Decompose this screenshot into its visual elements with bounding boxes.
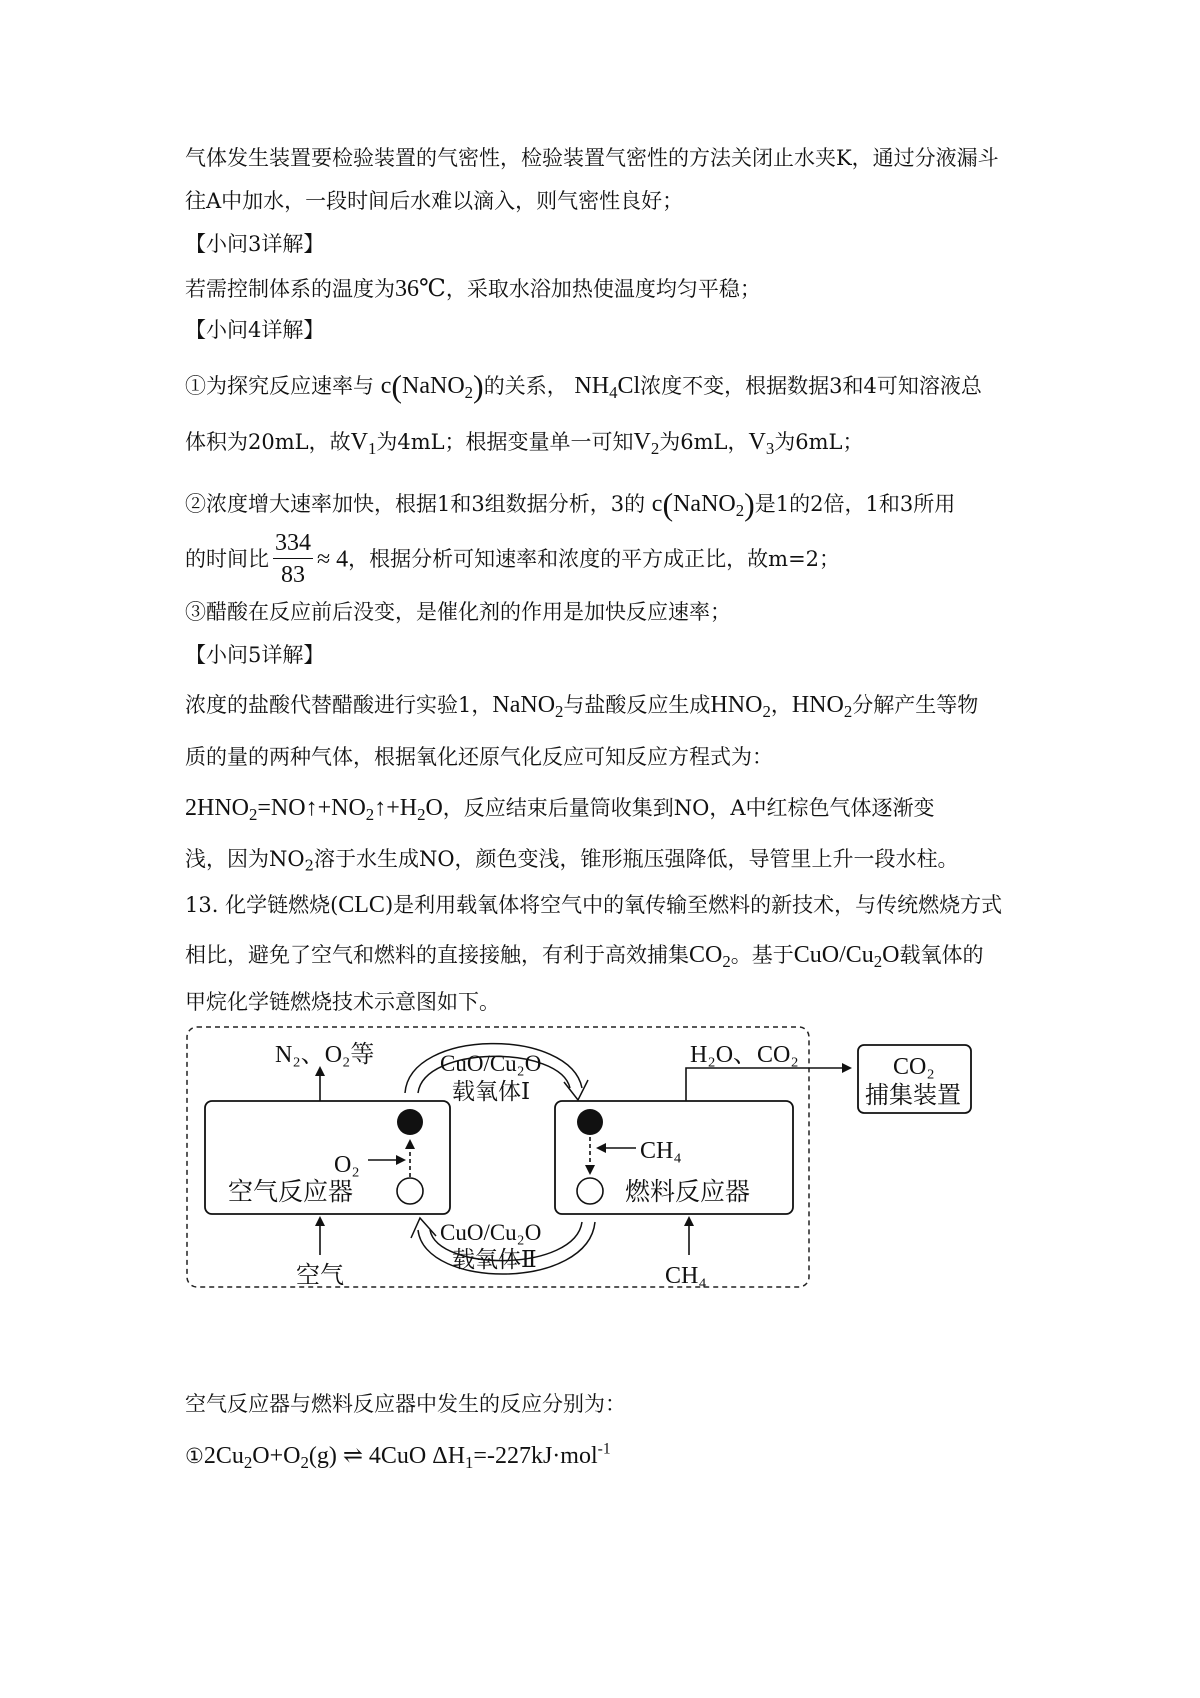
capture-label-2: 捕集装置 <box>865 1083 961 1109</box>
time-ratio-fraction: $\frac{334}{83}$ <box>275 530 311 589</box>
carrier-2-label-2: 载氧体Ⅱ <box>452 1247 537 1272</box>
answer-line: 浅，因为$NO_2$溶于水生成NO，颜色变浅，锥形瓶压强降低，导管里上升一段水柱。 <box>185 847 959 875</box>
capture-label-1: CO₂ <box>893 1054 935 1080</box>
section-heading-3: 【小问3详解】 <box>185 232 325 256</box>
answer-line: 体积为20mL，故$V_1$为4mL；根据变量单一可知$V_2$为6mL，$V_3$为6mL； <box>185 429 864 459</box>
products-line <box>686 1068 850 1101</box>
products-label: H₂O、CO₂ <box>690 1042 799 1068</box>
answer-line: ③醋酸在反应前后没变，是催化剂的作用是加快反应速率； <box>185 600 731 624</box>
ch4-input-label: CH₄ <box>665 1263 707 1289</box>
answer-line: 浓度的盐酸代替醋酸进行实验1，NaNO$_2$与盐酸反应生成$HNO_2$，$HNO_2$分解产生等物 <box>185 692 979 722</box>
answer-line: 若需控制体系的温度为36℃，采取水浴加热使温度均匀平稳； <box>185 276 761 302</box>
carrier-1-label-2: 载氧体Ⅰ <box>452 1079 531 1104</box>
question-13-line: 相比，避免了空气和燃料的直接接触，有利于高效捕集$CO_2$。基于CuO/$Cu_2O$载氧体的 <box>185 942 984 972</box>
question-13-line: 甲烷化学链燃烧技术示意图如下。 <box>185 990 500 1014</box>
exhaust-label: N₂、O₂等 <box>275 1042 375 1068</box>
answer-line: $2HNO_2=NO↑+NO_2↑+H_2O$，反应结束后量筒收集到NO，A中红棕色气体逐渐变 <box>185 795 935 825</box>
oxidized-carrier-dot <box>397 1109 423 1135</box>
answer-line: 空气反应器与燃料反应器中发生的反应分别为： <box>185 1392 626 1416</box>
answer-line: 气体发生装置要检验装置的气密性，检验装置气密性的方法关闭止水夹K，通过分液漏斗 <box>185 146 999 170</box>
reaction-equation-1: $①2Cu_2O+O_2(g)$ ⇌ 4CuO $\Delta H_1=-227kJ\cdot mol^{-1}$ <box>185 1440 611 1473</box>
reduced-carrier-dot-fuel <box>577 1178 603 1204</box>
oxidized-carrier-dot-fuel <box>577 1109 603 1135</box>
ch4-inner-label: CH₄ <box>640 1138 682 1164</box>
air-input-label: 空气 <box>296 1263 344 1289</box>
air-reactor-label: 空气反应器 <box>228 1179 354 1206</box>
answer-line: ②浓度增大速率加快，根据1和3组数据分析，3的 c(NaNO$_2$)是1的2倍，1和3所用 <box>185 486 956 522</box>
fuel-reactor-label: 燃料反应器 <box>625 1179 751 1206</box>
question-13-line: 13. 化学链燃烧(CLC)是利用载氧体将空气中的氧传输至燃料的新技术，与传统燃烧方式 <box>185 892 1003 918</box>
o2-label: O₂ <box>334 1152 360 1178</box>
section-heading-5: 【小问5详解】 <box>185 643 325 667</box>
answer-line: 的时间比 $\frac{334}{83}$ ≈ 4，根据分析可知速率和浓度的平方成正比，故m=2； <box>185 530 841 589</box>
answer-line: 质的量的两种气体，根据氧化还原气化反应可知反应方程式为： <box>185 745 773 769</box>
carrier-1-label-1: CuO/Cu₂O <box>440 1051 542 1076</box>
section-heading-4: 【小问4详解】 <box>185 318 325 342</box>
carrier-2-label-1: CuO/Cu₂O <box>440 1220 542 1245</box>
answer-line: 往A中加水，一段时间后水难以滴入，则气密性良好； <box>185 189 684 213</box>
answer-line: ①为探究反应速率与 c(NaNO$_2$)的关系， $NH_4Cl$浓度不变，根据数据3和4可知溶液总 <box>185 368 982 404</box>
reduced-carrier-dot <box>397 1178 423 1204</box>
